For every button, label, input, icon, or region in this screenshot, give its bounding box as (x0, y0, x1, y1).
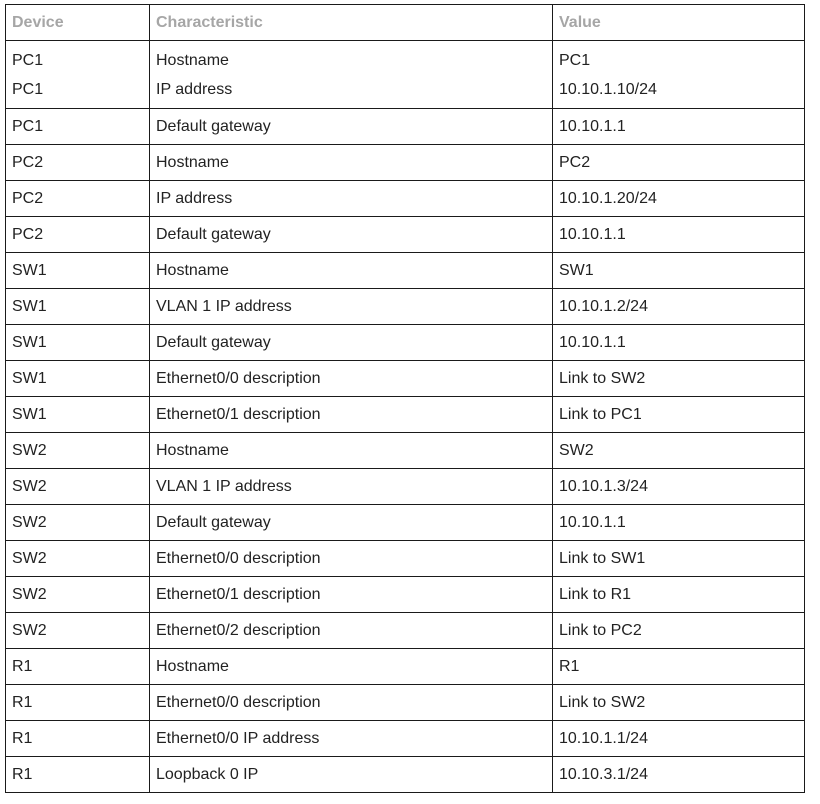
cell-characteristic: IP address (150, 181, 553, 217)
cell-value: SW2 (553, 433, 805, 469)
cell-characteristic: Loopback 0 IP (150, 757, 553, 793)
header-value: Value (553, 5, 805, 41)
cell-line: Hostname (156, 51, 229, 69)
cell-value: SW1 (553, 253, 805, 289)
cell-value: 10.10.1.3/24 (553, 469, 805, 505)
cell-device: PC2 (6, 145, 150, 181)
cell-characteristic: Hostname (150, 145, 553, 181)
table-row (6, 577, 805, 613)
table-row (6, 109, 805, 145)
cell-device: SW2 (6, 469, 150, 505)
cell-characteristic: Default gateway (150, 325, 553, 361)
cell-value: Link to R1 (553, 577, 805, 613)
table-row (6, 289, 805, 325)
cell-line: PC1 (12, 80, 44, 98)
cell-value: 10.10.1.1/24 (553, 721, 805, 757)
cell-characteristic: Ethernet0/2 description (150, 613, 553, 649)
cell-value: 10.10.1.1 (553, 217, 805, 253)
cell-device: SW1 (6, 325, 150, 361)
cell-value: Link to SW1 (553, 541, 805, 577)
cell-characteristic: Ethernet0/1 description (150, 397, 553, 433)
cell-line: IP address (156, 80, 233, 98)
table-row (6, 613, 805, 649)
cell-characteristic: Ethernet0/0 IP address (150, 721, 553, 757)
cell-device: SW2 (6, 433, 150, 469)
cell-characteristic: Default gateway (150, 505, 553, 541)
cell-value: 10.10.1.2/24 (553, 289, 805, 325)
table-row (6, 541, 805, 577)
table-row (6, 325, 805, 361)
cell-value: 10.10.1.20/24 (553, 181, 805, 217)
table-row (6, 181, 805, 217)
table-row (6, 757, 805, 793)
table-row (6, 685, 805, 721)
table-row (6, 721, 805, 757)
table-row (6, 145, 805, 181)
header-characteristic: Characteristic (150, 5, 553, 41)
cell-value: Link to SW2 (553, 685, 805, 721)
cell-characteristic: VLAN 1 IP address (150, 289, 553, 325)
table-row (6, 253, 805, 289)
cell-device: PC2 (6, 181, 150, 217)
cell-device: SW2 (6, 541, 150, 577)
cell-characteristic: Hostname (150, 433, 553, 469)
cell-characteristic (150, 41, 553, 109)
cell-device (6, 41, 150, 109)
table-row (6, 361, 805, 397)
cell-value: 10.10.1.1 (553, 505, 805, 541)
cell-device: SW2 (6, 505, 150, 541)
cell-device: PC2 (6, 217, 150, 253)
cell-characteristic: Ethernet0/0 description (150, 541, 553, 577)
cell-value (553, 41, 805, 109)
cell-device: SW1 (6, 397, 150, 433)
cell-device: R1 (6, 721, 150, 757)
cell-characteristic: Hostname (150, 649, 553, 685)
table-row (6, 505, 805, 541)
cell-device: SW2 (6, 613, 150, 649)
header-row (6, 5, 805, 41)
cell-characteristic: Ethernet0/0 description (150, 361, 553, 397)
header-device: Device (6, 5, 150, 41)
cell-line: 10.10.1.10/24 (559, 80, 657, 98)
addressing-table (5, 4, 805, 793)
cell-value: Link to PC1 (553, 397, 805, 433)
cell-device: SW1 (6, 361, 150, 397)
cell-characteristic: VLAN 1 IP address (150, 469, 553, 505)
cell-value: 10.10.1.1 (553, 109, 805, 145)
cell-characteristic: Ethernet0/1 description (150, 577, 553, 613)
cell-value: 10.10.1.1 (553, 325, 805, 361)
cell-value: 10.10.3.1/24 (553, 757, 805, 793)
table-row (6, 41, 805, 109)
table-row (6, 217, 805, 253)
cell-characteristic: Hostname (150, 253, 553, 289)
cell-value: Link to SW2 (553, 361, 805, 397)
table-row (6, 397, 805, 433)
cell-device: R1 (6, 649, 150, 685)
cell-value: Link to PC2 (553, 613, 805, 649)
cell-device: SW2 (6, 577, 150, 613)
cell-characteristic: Default gateway (150, 109, 553, 145)
cell-device: PC1 (6, 109, 150, 145)
cell-line: PC1 (559, 51, 591, 69)
table-row (6, 433, 805, 469)
table-row (6, 649, 805, 685)
cell-device: R1 (6, 685, 150, 721)
cell-line: PC1 (12, 51, 44, 69)
table-row (6, 469, 805, 505)
cell-characteristic: Default gateway (150, 217, 553, 253)
cell-device: SW1 (6, 289, 150, 325)
cell-device: R1 (6, 757, 150, 793)
cell-device: SW1 (6, 253, 150, 289)
cell-value: R1 (553, 649, 805, 685)
cell-characteristic: Ethernet0/0 description (150, 685, 553, 721)
cell-value: PC2 (553, 145, 805, 181)
